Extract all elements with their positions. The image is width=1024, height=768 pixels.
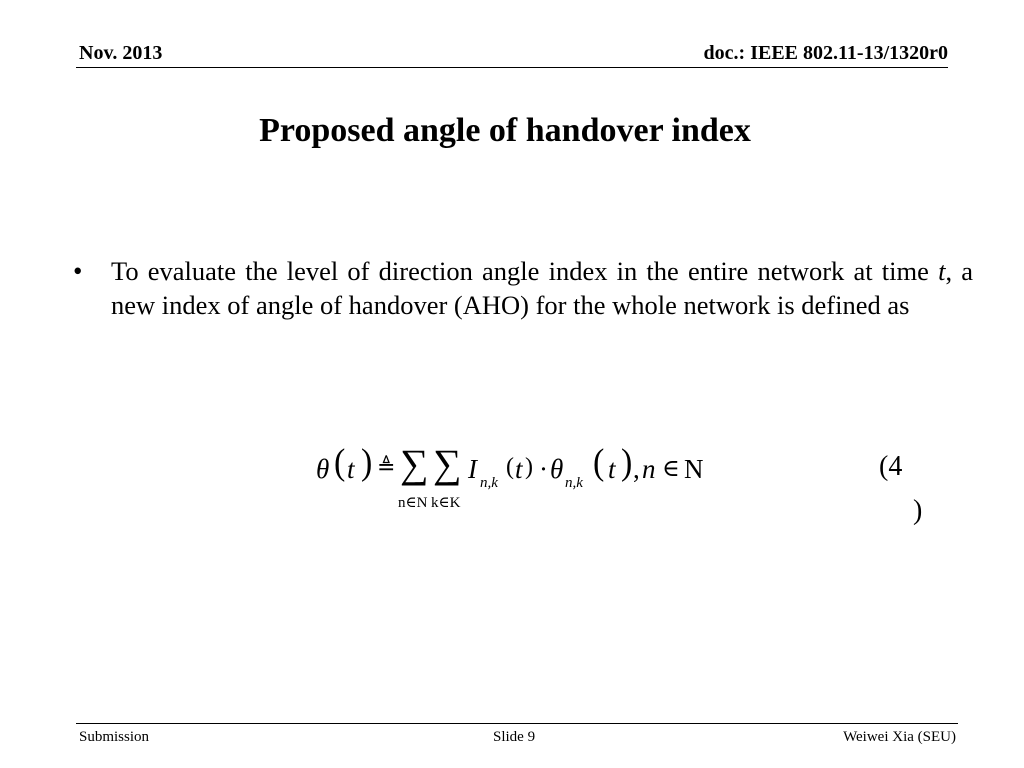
eq-t-2: t — [515, 454, 523, 484]
eq-rparen-3: ) — [621, 442, 633, 483]
eq-lparen-2: ( — [506, 454, 514, 480]
eq-N-set: N — [684, 454, 704, 484]
header-date: Nov. 2013 — [79, 42, 163, 64]
eq-sum-1: ∑ — [400, 441, 429, 486]
bullet-marker: • — [73, 256, 83, 286]
eq-sum-limit-2: k∈K — [431, 495, 461, 511]
bullet-text — [111, 254, 973, 322]
eq-relation: ≜ — [377, 454, 396, 479]
eq-n: n — [642, 454, 656, 484]
footer-slide-number: Slide 9 — [493, 729, 536, 745]
eq-dot: · — [539, 454, 548, 484]
eq-t-1: t — [347, 454, 355, 484]
bullet-variable-t: t — [938, 256, 946, 286]
bullet-text-after: , a new index of angle of handover (AHO) for the whole network is defined as — [111, 256, 973, 320]
eq-comma: , — [633, 454, 640, 484]
eq-theta-2: θ — [550, 454, 564, 484]
eq-element-of: ∈ — [662, 456, 680, 482]
eq-lparen-3: ( — [593, 442, 605, 483]
eq-t-3: t — [608, 454, 616, 484]
aho-equation — [312, 441, 732, 520]
bullet-text-before: To evaluate the level of direction angle index in the entire network at time — [111, 256, 939, 286]
slide-title: Proposed angle of handover index — [259, 112, 751, 149]
eq-rparen-2: ) — [525, 454, 533, 480]
footer-submission: Submission — [79, 729, 150, 745]
footer-divider — [76, 723, 958, 724]
equation-number-open: (4 — [879, 451, 903, 482]
eq-I: I — [468, 454, 477, 484]
eq-theta-sub: n,k — [565, 475, 583, 491]
eq-lparen-1: ( — [334, 442, 346, 483]
header-doc-id: doc.: IEEE 802.11-13/1320r0 — [703, 42, 948, 64]
eq-sum-2: ∑ — [433, 441, 462, 486]
eq-sum-limit-1: n∈N — [398, 495, 428, 511]
eq-rparen-1: ) — [361, 442, 373, 483]
eq-I-sub: n,k — [480, 475, 498, 491]
footer-author: Weiwei Xia (SEU) — [843, 729, 956, 745]
equation-number-close: ) — [913, 495, 923, 526]
header-divider — [76, 67, 948, 68]
eq-theta: θ — [316, 454, 330, 484]
